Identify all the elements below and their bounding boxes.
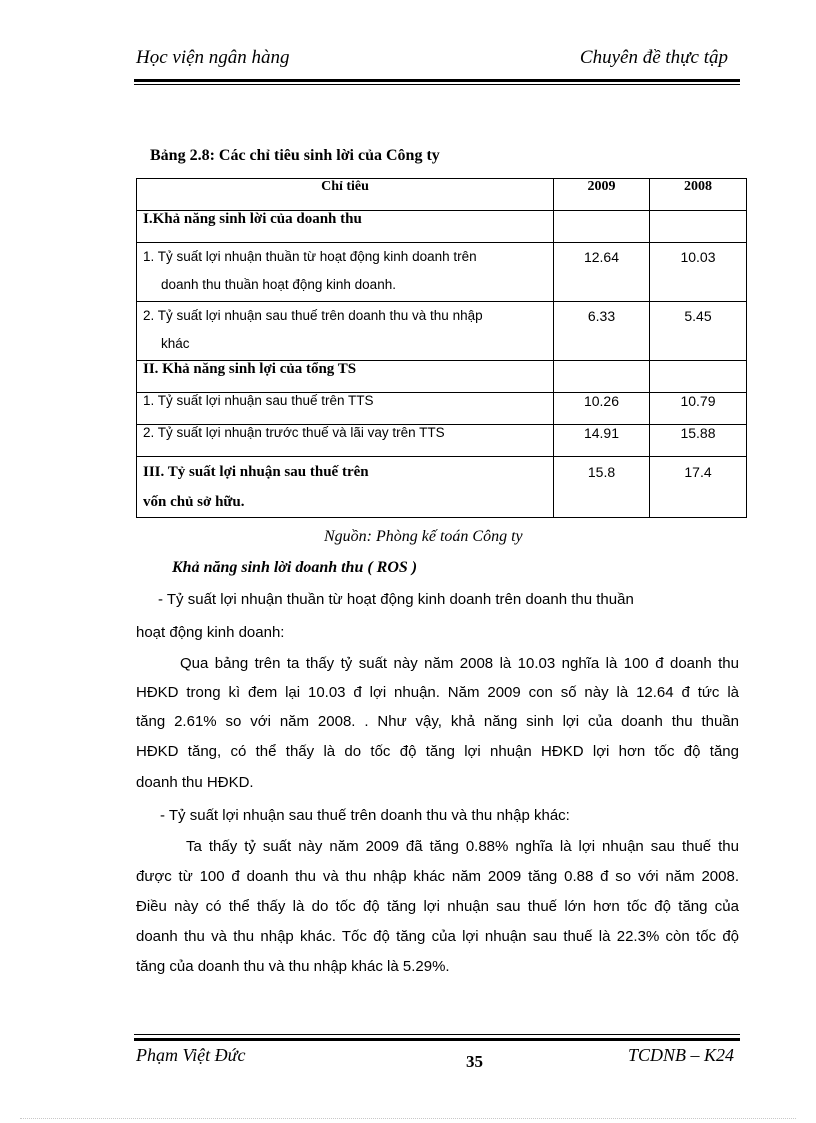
section-label-line2: vốn chủ sở hữu.: [143, 494, 245, 510]
value-2008: 10.03: [650, 243, 747, 302]
table-row: [137, 425, 747, 457]
section-row: [137, 211, 747, 243]
table-row: [137, 243, 747, 302]
bullet-line: - Tỷ suất lợi nhuận sau thuế trên doanh thu và thu nhập khác:: [160, 807, 570, 824]
value-2008: 17.4: [650, 457, 747, 518]
footer-rule-thick: [134, 1038, 740, 1041]
paragraph-line: Qua bảng trên ta thấy tỷ suất này năm 2008 là 10.03 nghĩa là 100 đ doanh thu: [180, 655, 739, 672]
paragraph-line: Ta thấy tỷ suất này năm 2009 đã tăng 0.88% nghĩa là lợi nhuận sau thuế thu: [186, 838, 739, 855]
paragraph-line: được từ 100 đ doanh thu và thu nhập khác năm 2009 tăng 0.88 đ so với năm 2008.: [136, 868, 739, 885]
table-row: [137, 302, 747, 361]
value-2009: 14.91: [554, 425, 650, 457]
paragraph-line: Điều này có thể thấy là do tốc độ tăng lợi nhuận sau thuế lớn hơn tốc độ tăng của: [136, 898, 739, 915]
table-row: [137, 393, 747, 425]
section-label: II. Khả năng sinh lợi của tổng TS: [137, 361, 554, 393]
value-2009: 12.64: [554, 243, 650, 302]
section-row: [137, 457, 747, 518]
section-label: I.Khả năng sinh lời của doanh thu: [137, 211, 554, 243]
profitability-table: [136, 178, 747, 518]
value-2009: 15.8: [554, 457, 650, 518]
paragraph-line: doanh thu HĐKD.: [136, 774, 254, 791]
column-header-2009: 2009: [554, 179, 650, 211]
page-edge-dotted-line: [20, 1118, 796, 1119]
section-label: [137, 457, 554, 518]
value-2009: 10.26: [554, 393, 650, 425]
indicator-label-line1: 2. Tỷ suất lợi nhuận sau thuế trên doanh thu và thu nhập: [143, 308, 483, 323]
paragraph-line: HĐKD trong kì đem lại 10.03 đ lợi nhuận. Năm 2009 con số này là 12.64 đ tức là: [136, 684, 739, 701]
value-2008: 15.88: [650, 425, 747, 457]
table-caption: Bảng 2.8: Các chỉ tiêu sinh lời của Công ty: [150, 147, 440, 164]
section-label-line1: III. Tỷ suất lợi nhuận sau thuế trên: [143, 464, 369, 480]
page-number: 35: [466, 1052, 483, 1071]
header-right-text: Chuyên đề thực tập: [579, 47, 728, 68]
header-rule-thin: [134, 84, 740, 85]
indicator-label-line1: 1. Tỷ suất lợi nhuận thuần từ hoạt động kinh doanh trên: [143, 249, 477, 264]
paragraph-line: doanh thu và thu nhập khác. Tốc độ tăng của lợi nhuận sau thuế là 22.3% còn tốc độ: [136, 928, 739, 945]
bullet-line: hoạt động kinh doanh:: [136, 624, 285, 641]
footer-author: Phạm Việt Đức: [136, 1045, 246, 1065]
indicator-label-line2: doanh thu thuần hoạt động kinh doanh.: [161, 277, 396, 292]
section-subtitle: Khả năng sinh lời doanh thu ( ROS ): [172, 559, 418, 576]
header-rule-thick: [134, 79, 740, 82]
footer-class: TCDNB – K24: [627, 1045, 734, 1065]
value-2008: 10.79: [650, 393, 747, 425]
column-header-indicator: Chỉ tiêu: [137, 179, 554, 211]
column-header-2008: 2008: [650, 179, 747, 211]
header-left-text: Học viện ngân hàng: [136, 47, 290, 68]
indicator-label: [137, 302, 554, 361]
paragraph-line: tăng của doanh thu và thu nhập khác là 5.29%.: [136, 958, 450, 975]
paragraph-line: HĐKD tăng, có thể thấy là do tốc độ tăng lợi nhuận HĐKD lợi hơn tốc độ tăng: [136, 743, 739, 760]
footer-rule-thin: [134, 1034, 740, 1035]
value-2008: 5.45: [650, 302, 747, 361]
table-source: Nguồn: Phòng kế toán Công ty: [324, 528, 523, 545]
indicator-label: 2. Tỷ suất lợi nhuận trước thuế và lãi vay trên TTS: [137, 425, 554, 457]
indicator-label: [137, 243, 554, 302]
indicator-label: 1. Tỷ suất lợi nhuận sau thuế trên TTS: [137, 393, 554, 425]
section-row: [137, 361, 747, 393]
table-header-row: [137, 179, 747, 211]
bullet-line: - Tỷ suất lợi nhuận thuần từ hoạt động kinh doanh trên doanh thu thuần: [158, 591, 634, 608]
value-2009: 6.33: [554, 302, 650, 361]
paragraph-line: tăng 2.61% so với năm 2008. . Như vậy, khả năng sinh lợi của doanh thu thuần: [136, 713, 739, 730]
indicator-label-line2: khác: [161, 336, 190, 351]
